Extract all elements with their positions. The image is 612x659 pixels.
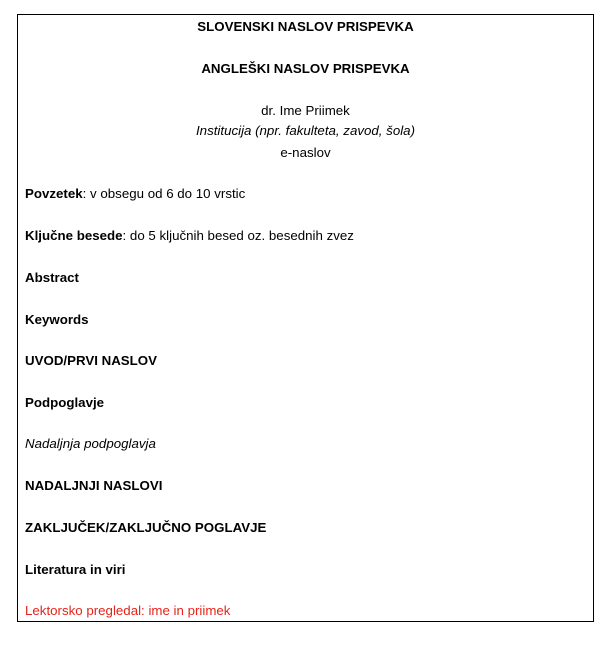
keywords-sl-line bbox=[25, 228, 354, 244]
further-headings: NADALJNJI NASLOVI bbox=[25, 478, 163, 493]
author-name: dr. Ime Priimek bbox=[261, 103, 350, 118]
subsection-heading: Podpoglavje bbox=[25, 395, 105, 410]
intro-heading: UVOD/PRVI NASLOV bbox=[25, 353, 158, 368]
email: e-naslov bbox=[280, 145, 331, 160]
summary-text: : v obsegu od 6 do 10 vrstic bbox=[82, 186, 246, 201]
institution: Institucija (npr. fakulteta, zavod, šola) bbox=[195, 123, 415, 138]
slovene-title: SLOVENSKI NASLOV PRISPEVKA bbox=[197, 19, 414, 34]
summary-label: Povzetek bbox=[25, 186, 83, 201]
keywords-sl-text: : do 5 ključnih besed oz. besednih zvez bbox=[122, 228, 354, 243]
keywords-sl-label: Ključne besede bbox=[25, 228, 123, 243]
summary-line bbox=[25, 186, 245, 202]
abstract-label: Abstract bbox=[25, 270, 79, 285]
proofread-note: Lektorsko pregledal: ime in priimek bbox=[25, 603, 231, 618]
english-title: ANGLEŠKI NASLOV PRISPEVKA bbox=[201, 61, 410, 76]
conclusion-heading: ZAKLJUČEK/ZAKLJUČNO POGLAVJE bbox=[25, 520, 267, 535]
document-frame bbox=[17, 14, 594, 622]
references-heading: Literatura in viri bbox=[25, 562, 126, 577]
keywords-en-label: Keywords bbox=[25, 312, 89, 327]
further-subsections: Nadaljnja podpoglavja bbox=[25, 436, 156, 451]
